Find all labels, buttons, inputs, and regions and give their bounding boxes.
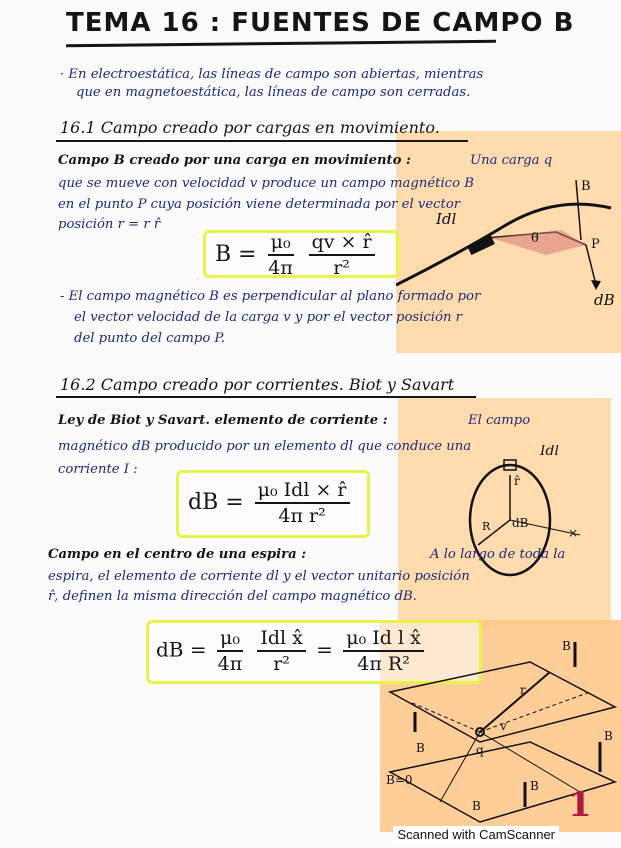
diagram-2-label-idl: Idl (540, 445, 559, 459)
diagram-3-label-b-bottom: B (530, 779, 539, 793)
intro-line-2: que en magnetoestática, las líneas de campo son cerradas. (76, 85, 471, 100)
diagram-3-label-b-left: B (416, 741, 425, 755)
section-1-bullet-1: - El campo magnético B es perpendicular al plano formado por (60, 289, 481, 304)
section-1-heading: 16.1 Campo creado por cargas en movimiento. (60, 118, 440, 137)
formula-1-lhs: B (215, 242, 232, 267)
section-2-lead: Ley de Biot y Savart. elemento de corriente : (58, 413, 388, 428)
section-2-text2-1: A lo largo de toda la (430, 547, 566, 562)
section-1-bullet-3: del punto del campo P. (74, 331, 225, 346)
diagram-3-label-v: v (500, 719, 507, 733)
diagram-3-label-b0: B=0 (386, 773, 413, 787)
page-title: TEMA 16 : FUENTES DE CAMPO B (66, 8, 575, 38)
formula-1: B = $\frac{\text{μ₀}}{4\pi}$ $\frac{qv \times r̂}{\text{r²}}$ (215, 230, 379, 280)
formula-1-coef: $\frac{\text{μ₀}}{4\pi}$ (268, 231, 293, 279)
diagram-3-label-r: r (520, 683, 526, 697)
formula-2-lhs: dB (188, 490, 219, 515)
diagram-3-label-b-lower: B (472, 799, 481, 813)
section-2-lead-2: Campo en el centro de una espira : (48, 547, 307, 562)
formula-3-fraction: $\frac{\text{Idl x̂}}{\text{r²}}$ (257, 626, 306, 676)
formula-2: dB = $\frac{\text{μ₀ Idl × r̂}}{\text{4π r²}}$ (188, 478, 354, 528)
diagram-1-label-db: dB (594, 291, 615, 305)
formula-3: dB = $\frac{\text{μ₀}}{4\pi}$ $\frac{\text{Idl x̂}}{\text{r²}}$ = $\frac{\text{μ₀ Id l x̂}}{\text{4π R²}}$ (156, 626, 428, 676)
scanner-watermark: Scanned with CamScanner (393, 826, 559, 843)
section-2-text-1: El campo (468, 413, 531, 428)
section-1-text-1: Una carga q (470, 153, 553, 168)
section-2-text-2: magnético dB producido por un elemento dl que conduce una (58, 439, 472, 454)
formula-3-coef: $\frac{\text{μ₀}}{4\pi}$ (217, 627, 243, 675)
diagram-loop (440, 445, 610, 585)
section-1-text-3: en el punto P cuya posición viene determinada por el vector (58, 197, 461, 212)
diagram-1-label-theta: θ (531, 231, 539, 246)
section-2-text-3: corriente I : (58, 462, 138, 477)
section-1-lead: Campo B creado por una carga en movimiento : (58, 153, 411, 168)
formula-2-fraction: $\frac{\text{μ₀ Idl × r̂}}{\text{4π r²}}$ (255, 478, 350, 528)
diagram-moving-charge (396, 160, 621, 305)
section-1-bullet-2: el vector velocidad de la carga v y por el vector posición r (74, 310, 462, 325)
diagram-3-label-q: q (476, 743, 484, 757)
formula-3-result: $\frac{\text{μ₀ Id l x̂}}{\text{4π R²}}$ (343, 626, 424, 676)
diagram-1-label-b: B (581, 179, 591, 194)
intro-line-1: · En electroestática, las líneas de campo son abiertas, mientras (60, 67, 484, 82)
diagram-3-label-b-right: B (604, 729, 613, 743)
diagram-2-label-R: R (482, 520, 491, 533)
section-1-underline (56, 140, 468, 142)
formula-1-fraction: $\frac{qv \times r̂}{\text{r²}}$ (309, 230, 375, 280)
diagram-1-label-idl: Idl (436, 210, 457, 228)
page-number: 1 (568, 785, 592, 825)
diagram-2-label-x: × (568, 526, 579, 540)
section-1-text-4: posición r = r r̂ (58, 217, 161, 232)
section-2-heading: 16.2 Campo creado por corrientes. Biot y Savart (60, 375, 455, 394)
diagram-3-label-b-top: B (562, 639, 571, 653)
title-underline (66, 40, 496, 48)
diagram-1-label-p: P (591, 237, 600, 252)
section-2-text2-2: espira, el elemento de corriente dl y el vector unitario posición (48, 569, 470, 584)
section-2-text2-3: r̂, definen la misma dirección del campo magnético dB. (48, 589, 417, 604)
section-2-underline (56, 396, 476, 398)
diagram-2-label-r: r̂ (514, 474, 520, 488)
formula-3-lhs: dB (156, 637, 184, 662)
diagram-2-label-db: dB (512, 516, 529, 530)
section-1-text-2: que se mueve con velocidad v produce un campo magnético B (58, 176, 474, 191)
